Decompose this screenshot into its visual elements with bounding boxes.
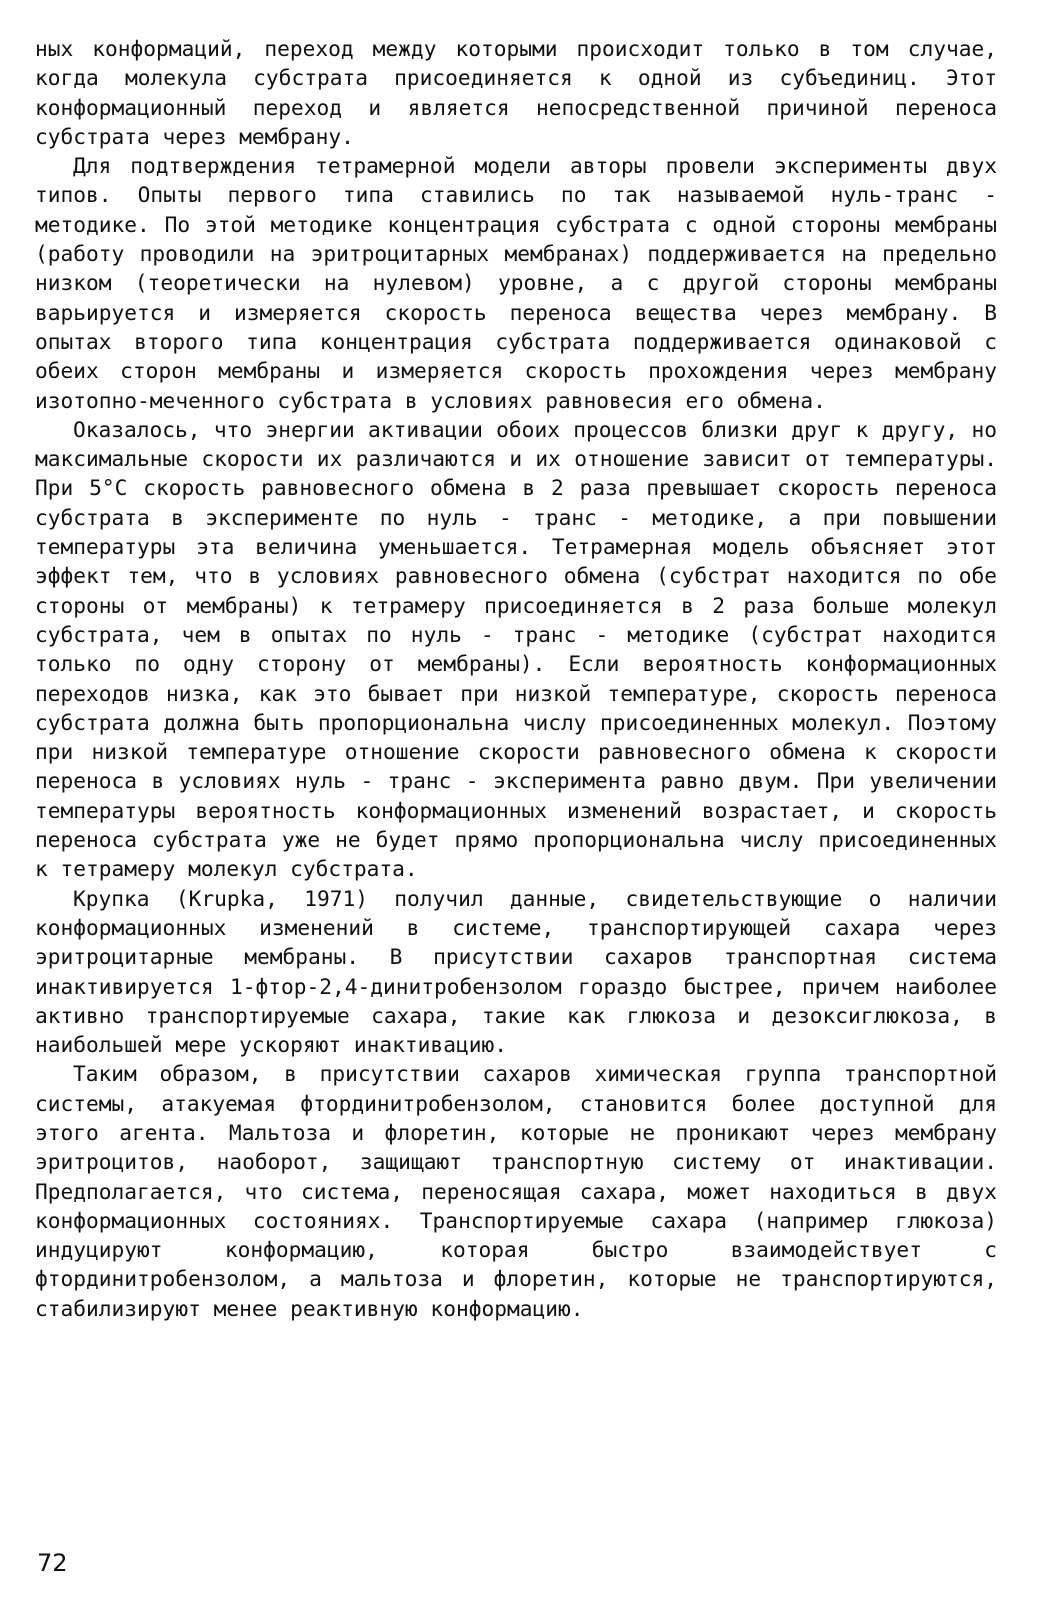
paragraph-krupka: Крупка (Krupka, 1971) получил данные, свидетельствующие о наличии конформационных изменений в системе, транспортирующей сахара через эритроцитарные мембраны. В присутствии сахаров транспортная система инактивируется 1-фтор-2,4-динитробензолом гораздо быстрее, причем наиболее активно транспортируемые сахара, такие как глюкоза и дезоксиглюкоза, в наибольшей мере ускоряют инактивацию. (35, 885, 997, 1058)
paragraph-continuation: ных конформаций, переход между которыми происходит только в том случае, когда молекула субстрата присоединяется к одной из субъединиц. Этот конформационный переход и является непосредственной причиной переноса субстрата через мембрану. (35, 36, 997, 149)
body-text (35, 34, 997, 1323)
paragraph-conclusion: Таким образом, в присутствии сахаров химическая группа транспортной системы, атакуемая фтординитробензолом, становится более доступной для этого агента. Мальтоза и флоретин, которые не проникают через мембрану эритроцитов, наоборот, защищают транспортную систему от инактивации. Предполагается, что система, переносящая сахара, может находиться в двух конформационных состояниях. Транспортируемые сахара (например глюкоза) индуцируют конформацию, которая быстро взаимодействует с фтординитробензолом, а мальтоза и флоретин, которые не транспортируются, стабилизируют менее реактивную конформацию. (35, 1061, 997, 1321)
paragraph-activation-energy: Оказалось, что энергии активации обоих процессов близки друг к другу, но максимальные скорости их различаются и их отношение зависит от температуры. При 5°С скорость равновесного обмена в 2 раза превышает скорость переноса субстрата в эксперименте по нуль - транс - методике, а при повышении температуры эта величина уменьшается. Тетрамерная модель объясняет этот эффект тем, что в условиях равновесного обмена (субстрат находится по обе стороны от мембраны) к тетрамеру присоединяется в 2 раза больше молекул субстрата, чем в опытах по нуль - транс - методике (субстрат находится только по одну сторону от мембраны). Если вероятность конформационных переходов низка, как это бывает при низкой температуре, скорость переноса субстрата должна быть пропорциональна числу присоединенных молекул. Поэтому при низкой температуре отношение скорости равновесного обмена к скорости переноса в условиях нуль - транс - эксперимента равно двум. При увеличении температуры вероятность конформационных изменений возрастает, и скорость переноса субстрата уже не будет прямо пропорциональна числу присоединенных к тетрамеру молекул субстрата. (35, 416, 997, 882)
page-number: 72 (37, 1549, 68, 1577)
paragraph-tetramer-experiments: Для подтверждения тетрамерной модели авторы провели эксперименты двух типов. Опыты первого типа ставились по так называемой нуль-транс - методике. По этой методике концентрация субстрата с одной стороны мембраны (работу проводили на эритроцитарных мембранах) поддерживается на предельно низком (теоретически на нулевом) уровне, а с другой стороны мембраны варьируется и измеряется скорость переноса вещества через мембрану. В опытах второго типа концентрация субстрата поддерживается одинаковой с обеих сторон мембраны и измеряется скорость прохождения через мембрану изотопно-меченного субстрата в условиях равновесия его обмена. (35, 153, 997, 413)
